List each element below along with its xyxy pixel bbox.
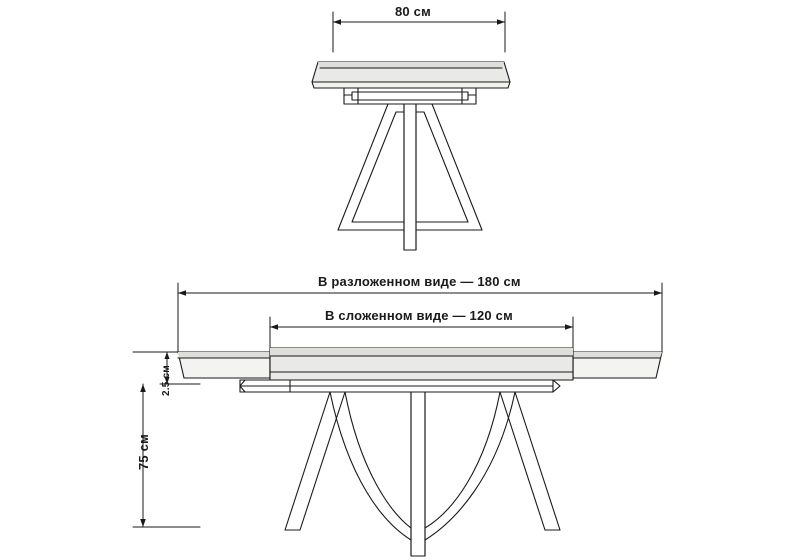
end-view-tabletop bbox=[312, 62, 510, 88]
end-view-apron bbox=[344, 88, 476, 104]
label-height-75cm: 75 см bbox=[136, 434, 151, 470]
end-view-leg-frame bbox=[338, 104, 482, 250]
front-view-apron bbox=[240, 380, 560, 392]
front-view-right-leaf bbox=[573, 352, 662, 378]
front-view-left-leaf bbox=[178, 352, 270, 378]
label-extended-width: В разложенном виде — 180 см bbox=[318, 274, 521, 289]
label-thickness-25cm: 2.5 см bbox=[161, 365, 172, 396]
front-view-leg-frame bbox=[285, 392, 560, 556]
label-folded-width: В сложенном виде — 120 см bbox=[325, 308, 513, 323]
label-depth-80cm: 80 см bbox=[395, 4, 431, 19]
